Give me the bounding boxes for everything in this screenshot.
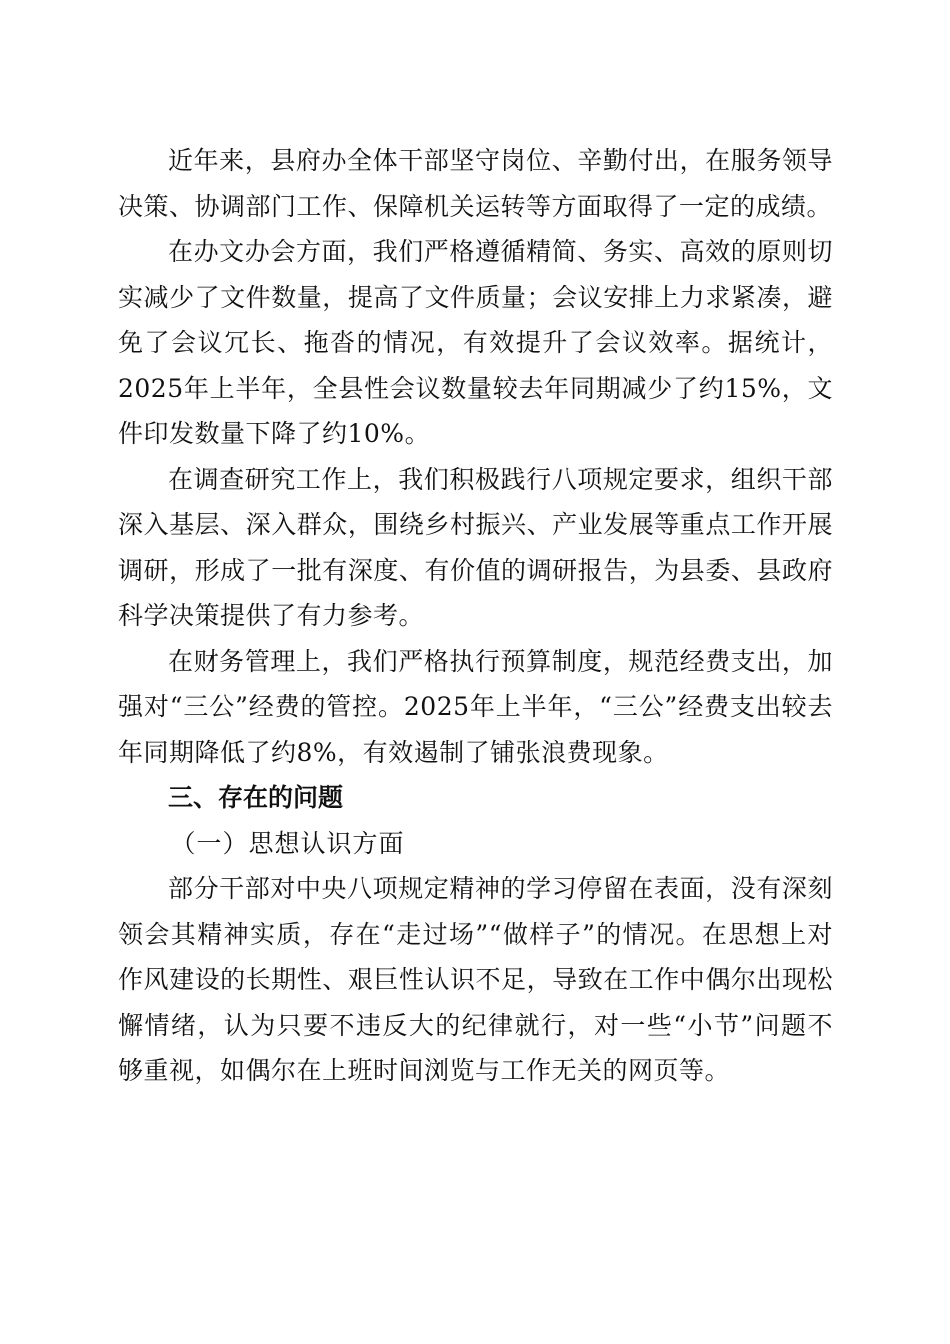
paragraph-ideology-issues: 部分干部对中央八项规定精神的学习停留在表面，没有深刻领会其精神实质，存在“走过场”“做样子”的情况。在思想上对作风建设的长期性、艰巨性认识不足，导致在工作中偶尔出现松懈情绪，认为只要不违反大的纪律就行，对一些“小节”问题不够重视，如偶尔在上班时间浏览与工作无关的网页等。	[118, 874, 833, 1085]
document-page	[118, 138, 833, 1094]
section-heading: 三、存在的问题	[168, 783, 344, 812]
paragraph-research: 在调查研究工作上，我们积极践行八项规定要求，组织干部深入基层、深入群众，围绕乡村振兴、产业发展等重点工作开展调研，形成了一批有深度、有价值的调研报告，为县委、县政府科学决策提供了有力参考。	[118, 464, 833, 630]
paragraph-achievements-intro: 近年来，县府办全体干部坚守岗位、辛勤付出，在服务领导决策、协调部门工作、保障机关运转等方面取得了一定的成绩。	[118, 146, 833, 221]
subsection-heading: （一）思想认识方面	[170, 828, 405, 858]
paragraph-documents-meetings: 在办文办会方面，我们严格遵循精简、务实、高效的原则切实减少了文件数量，提高了文件质量；会议安排上力求紧凑，避免了会议冗长、拖沓的情况，有效提升了会议效率。据统计，2025年上半年，全县性会议数量较去年同期减少了约15%，文件印发数量下降了约10%。	[118, 237, 833, 448]
paragraph-finance: 在财务管理上，我们严格执行预算制度，规范经费支出，加强对“三公”经费的管控。2025年上半年，“三公”经费支出较去年同期降低了约8%，有效遏制了铺张浪费现象。	[118, 646, 833, 767]
